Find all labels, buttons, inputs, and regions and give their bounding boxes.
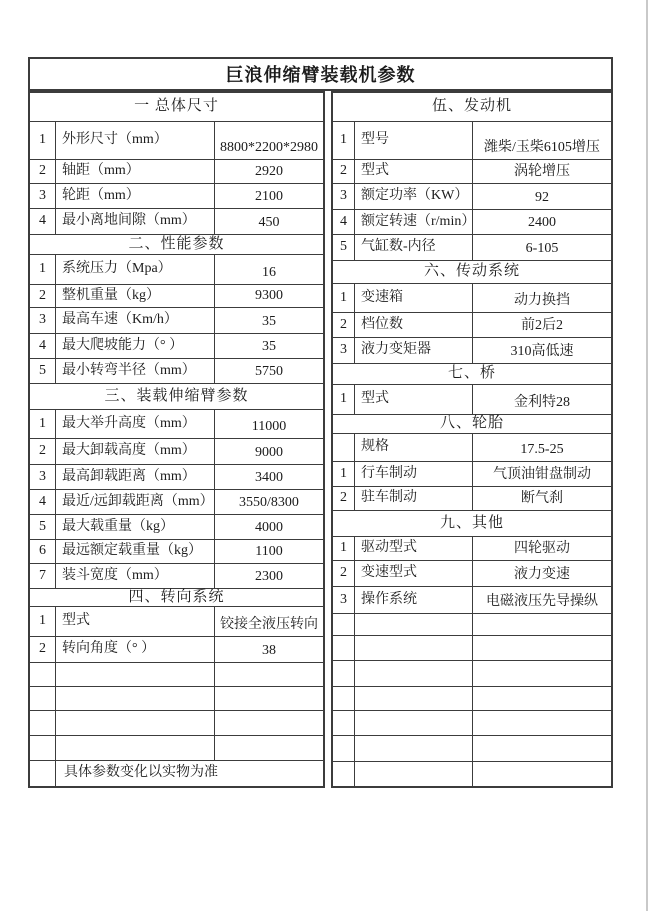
empty-row <box>30 687 323 711</box>
param-value: 2400 <box>528 214 556 230</box>
param-label: 系统压力（Mpa） <box>56 255 215 284</box>
spec-row <box>30 465 323 490</box>
param-value: 9300 <box>255 287 283 303</box>
param-value <box>473 661 611 686</box>
param-label <box>355 736 473 761</box>
section-header-row <box>333 511 611 537</box>
row-number-cell: 1 <box>333 122 355 159</box>
section-header-row <box>30 589 323 607</box>
param-value: 310高低速 <box>510 343 574 359</box>
row-number-cell: 3 <box>333 338 355 363</box>
param-label: 变速箱 <box>355 284 473 312</box>
page-edge-line <box>646 0 648 911</box>
spec-row <box>30 540 323 564</box>
spec-row <box>333 462 611 487</box>
spec-row <box>30 564 323 589</box>
spec-row <box>30 439 323 465</box>
row-number-cell <box>30 663 56 686</box>
spec-row <box>30 637 323 663</box>
param-value <box>473 614 611 635</box>
row-number-cell: 3 <box>30 465 56 489</box>
spec-row <box>30 359 323 384</box>
spec-row <box>30 515 323 540</box>
param-label: 最远额定载重量（kg） <box>56 540 215 563</box>
param-label: 最高卸载距离（mm） <box>56 465 215 489</box>
row-number-cell <box>30 736 56 760</box>
spec-row <box>30 285 323 308</box>
empty-row <box>30 711 323 736</box>
empty-row <box>30 736 323 761</box>
param-label: 液力变矩器 <box>355 338 473 363</box>
param-value: 四轮驱动 <box>514 540 570 556</box>
row-number-cell <box>333 614 355 635</box>
param-value: 9000 <box>255 444 283 460</box>
param-value: 38 <box>262 642 276 658</box>
section-title: 九、其他 <box>439 514 504 531</box>
param-value: 35 <box>262 313 276 329</box>
param-label <box>355 762 473 786</box>
param-label <box>56 711 215 735</box>
param-label: 驱动型式 <box>355 537 473 560</box>
spec-row <box>30 122 323 160</box>
row-number-cell: 5 <box>30 515 56 539</box>
row-number-cell <box>30 687 56 710</box>
section-title: 四、转向系统 <box>128 588 225 605</box>
spec-row <box>333 160 611 184</box>
param-value <box>473 762 611 786</box>
row-number-cell: 1 <box>30 607 56 636</box>
param-label: 最高车速（Km/h） <box>56 308 215 333</box>
left-spec-table <box>28 91 325 788</box>
row-number-cell: 3 <box>333 587 355 613</box>
param-label: 轮距（mm） <box>56 184 215 208</box>
param-label: 外形尺寸（mm） <box>56 122 215 159</box>
section-header-row <box>333 364 611 385</box>
row-number-cell: 6 <box>30 540 56 563</box>
row-number-cell: 1 <box>30 255 56 284</box>
document-title: 巨浪伸缩臂装载机参数 <box>28 57 613 91</box>
param-value <box>215 663 323 686</box>
row-number-cell: 3 <box>333 184 355 209</box>
param-label <box>56 663 215 686</box>
section-title: 伍、发动机 <box>431 98 512 115</box>
param-label: 最大爬坡能力（° ） <box>56 334 215 358</box>
row-number-cell <box>333 736 355 761</box>
param-label: 转向角度（° ） <box>56 637 215 662</box>
row-number-cell: 2 <box>30 439 56 464</box>
row-number-cell <box>30 761 56 786</box>
param-value: 断气刹 <box>521 490 563 506</box>
spec-sheet <box>28 57 613 788</box>
spec-row <box>333 235 611 261</box>
spec-row <box>30 410 323 439</box>
param-label <box>355 661 473 686</box>
empty-row <box>333 636 611 661</box>
tables-container <box>28 91 613 788</box>
section-header-row <box>333 261 611 284</box>
section-title: 八、轮胎 <box>439 415 504 432</box>
param-label: 型式 <box>355 385 473 414</box>
note-row <box>30 761 323 786</box>
spec-row <box>333 284 611 313</box>
param-value: 3550/8300 <box>239 494 299 510</box>
param-value: 35 <box>262 338 276 354</box>
row-number-cell: 2 <box>30 160 56 183</box>
spec-row <box>333 434 611 462</box>
spec-row <box>333 313 611 338</box>
param-label: 最小转弯半径（mm） <box>56 359 215 383</box>
row-number-cell: 1 <box>333 385 355 414</box>
param-label <box>355 687 473 710</box>
spec-row <box>30 607 323 637</box>
row-number-cell: 1 <box>333 462 355 486</box>
empty-row <box>333 614 611 636</box>
param-label <box>56 687 215 710</box>
empty-row <box>333 762 611 786</box>
spec-row <box>333 537 611 561</box>
row-number-cell <box>333 661 355 686</box>
param-value: 5750 <box>255 363 283 379</box>
row-number-cell: 5 <box>30 359 56 383</box>
param-label: 最大卸载高度（mm） <box>56 439 215 464</box>
row-number-cell <box>333 636 355 660</box>
param-value <box>215 711 323 735</box>
param-label: 型式 <box>56 607 215 636</box>
section-header-row <box>30 384 323 410</box>
param-value: 铰接全液压转向 <box>220 616 318 632</box>
param-value: 17.5-25 <box>520 441 564 457</box>
param-label: 轴距（mm） <box>56 160 215 183</box>
param-value <box>215 687 323 710</box>
spec-row <box>30 334 323 359</box>
param-value <box>473 687 611 710</box>
row-number-cell: 4 <box>30 490 56 514</box>
param-label <box>56 736 215 760</box>
param-value: 金利特28 <box>514 394 570 410</box>
param-label: 行车制动 <box>355 462 473 486</box>
param-value: 16 <box>262 264 276 280</box>
param-label: 额定转速（r/min） <box>355 210 473 234</box>
spec-row <box>333 587 611 614</box>
param-label: 变速型式 <box>355 561 473 586</box>
right-spec-table <box>331 91 613 788</box>
row-number-cell: 5 <box>333 235 355 260</box>
param-value: 2300 <box>255 568 283 584</box>
section-header-row <box>30 235 323 255</box>
param-label: 档位数 <box>355 313 473 337</box>
spec-row <box>30 308 323 334</box>
row-number-cell: 2 <box>333 313 355 337</box>
spec-row <box>333 385 611 415</box>
param-value: 潍柴/玉柴6105增压 <box>484 139 600 155</box>
row-number-cell <box>30 711 56 735</box>
section-title: 一 总体尺寸 <box>134 98 219 115</box>
param-label: 整机重量（kg） <box>56 285 215 307</box>
row-number-cell: 7 <box>30 564 56 588</box>
param-label: 装斗宽度（mm） <box>56 564 215 588</box>
param-value: 8800*2200*2980 <box>220 139 318 155</box>
param-value: 3400 <box>255 469 283 485</box>
row-number-cell: 3 <box>30 184 56 208</box>
row-number-cell: 1 <box>333 537 355 560</box>
param-value: 动力换挡 <box>514 292 570 308</box>
param-label: 操作系统 <box>355 587 473 613</box>
param-label: 驻车制动 <box>355 487 473 510</box>
param-label: 最小离地间隙（mm） <box>56 209 215 234</box>
param-value: 2100 <box>255 188 283 204</box>
empty-row <box>333 661 611 687</box>
spec-row <box>333 122 611 160</box>
section-header-row <box>333 415 611 434</box>
row-number-cell: 4 <box>333 210 355 234</box>
row-number-cell: 4 <box>30 334 56 358</box>
spec-row <box>333 561 611 587</box>
param-value: 涡轮增压 <box>514 163 570 179</box>
spec-row <box>30 490 323 515</box>
param-value: 液力变速 <box>514 566 570 582</box>
param-value <box>473 711 611 735</box>
row-number-cell: 1 <box>30 410 56 438</box>
row-number-cell: 4 <box>30 209 56 234</box>
param-value <box>473 736 611 761</box>
param-value: 气顶油钳盘制动 <box>493 466 591 482</box>
row-number-cell: 1 <box>333 284 355 312</box>
param-label: 型式 <box>355 160 473 183</box>
param-label <box>355 614 473 635</box>
section-title: 三、装载伸缩臂参数 <box>104 387 249 404</box>
param-label: 规格 <box>355 434 473 461</box>
empty-row <box>333 711 611 736</box>
param-value: 2920 <box>255 163 283 179</box>
spec-row <box>333 210 611 235</box>
row-number-cell: 2 <box>333 561 355 586</box>
param-value: 电磁液压先导操纵 <box>486 593 598 609</box>
row-number-cell <box>333 711 355 735</box>
row-number-cell <box>333 434 355 461</box>
param-value: 450 <box>258 214 280 230</box>
spec-row <box>30 184 323 209</box>
row-number-cell <box>333 762 355 786</box>
row-number-cell <box>333 687 355 710</box>
param-value: 1100 <box>255 543 283 559</box>
param-value: 11000 <box>251 418 287 434</box>
section-title: 六、传动系统 <box>423 263 520 280</box>
empty-row <box>333 687 611 711</box>
param-label <box>355 636 473 660</box>
row-number-cell: 1 <box>30 122 56 159</box>
spec-row <box>30 160 323 184</box>
param-label <box>355 711 473 735</box>
row-number-cell: 2 <box>30 637 56 662</box>
spec-row <box>30 255 323 285</box>
param-value <box>473 636 611 660</box>
spec-row <box>333 338 611 364</box>
param-label: 型号 <box>355 122 473 159</box>
section-header-row <box>30 93 323 122</box>
empty-row <box>30 663 323 687</box>
param-value: 6-105 <box>525 240 559 256</box>
param-value: 前2后2 <box>521 317 563 333</box>
spec-row <box>333 184 611 210</box>
param-value: 4000 <box>255 519 283 535</box>
footer-note: 具体参数变化以实物为准 <box>64 765 218 781</box>
spec-row <box>333 487 611 511</box>
spec-row <box>30 209 323 235</box>
row-number-cell: 3 <box>30 308 56 333</box>
section-header-row <box>333 93 611 122</box>
empty-row <box>333 736 611 762</box>
param-value <box>215 736 323 760</box>
section-title: 二、性能参数 <box>128 235 225 252</box>
row-number-cell: 2 <box>30 285 56 307</box>
row-number-cell: 2 <box>333 487 355 510</box>
param-label: 气缸数-内径 <box>355 235 473 260</box>
param-label: 最近/远卸载距离（mm） <box>56 490 215 514</box>
param-value: 92 <box>535 189 549 205</box>
row-number-cell: 2 <box>333 160 355 183</box>
param-label: 额定功率（KW） <box>355 184 473 209</box>
param-label: 最大载重量（kg） <box>56 515 215 539</box>
param-label: 最大举升高度（mm） <box>56 410 215 438</box>
section-title: 七、桥 <box>447 365 496 382</box>
